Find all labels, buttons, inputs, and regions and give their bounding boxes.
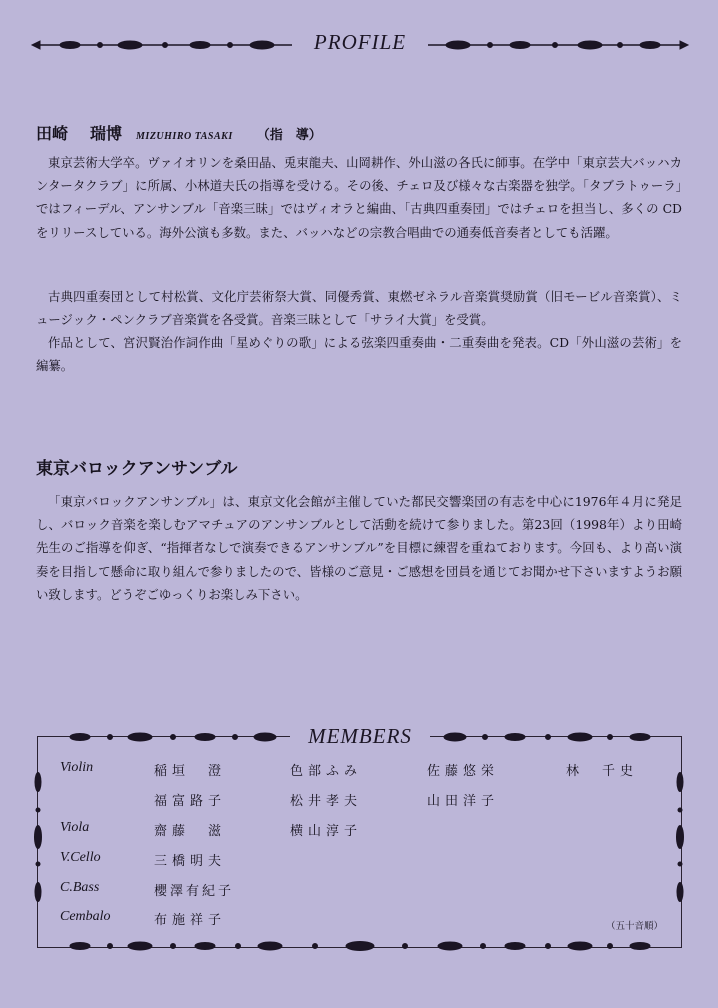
conductor-romaji: MIZUHIRO TASAKI: [136, 131, 233, 142]
member-name: 山田洋子: [427, 794, 500, 809]
member-name: 稲垣 澄: [154, 764, 227, 779]
instrument-label: Violin: [60, 760, 94, 775]
members-bottom-ornament: [40, 936, 680, 956]
bio-paragraph-1: 東京芸術大学卒。ヴァイオリンを桑田晶、兎束龍夫、山岡耕作、外山滋の各氏に師事。在学中「東京芸大バッハカンタータクラブ」に所属、小林道夫氏の指導を受ける。その後、チェロ及び様々な古楽器を独学。「タブラトゥーラ」ではフィーデル、アンサンブル「音楽三昧」ではヴィオラと編曲、「古典四重奏団」ではチェロを担当し、多くの CD をリリースしている。海外公演も多数。また、バッハなどの宗教合唱曲での通奏低音奏者としても活躍。: [36, 155, 682, 240]
member-name: 色部ふみ: [290, 764, 363, 779]
instrument-label: Cembalo: [60, 909, 111, 924]
ensemble-paragraph: 「東京バロックアンサンブル」は、東京文化会館が主催していた都民交響楽団の有志を中心に1976年４月に発足し、バロック音楽を楽しむアマチュアのアンサンブルとして活動を続けて参りました。第23回（1998年）より田崎先生のご指導を仰ぎ、“指揮者なしで演奏できるアンサンブル”を目標に練習を重ねております。今回も、より高い演奏を目指して懸命に取り組んで参りましたので、皆様のご意見・ご感想を団員を通じてお聞かせ下さいますようお願い致します。どうぞごゆっくりお楽しみ下さい。: [36, 494, 682, 602]
instrument-label: Viola: [60, 820, 90, 835]
conductor-family-name: 田崎: [36, 124, 69, 143]
members-heading: MEMBERS: [290, 724, 430, 749]
members-right-ornament: [672, 762, 688, 912]
instrument-label: V.Cello: [60, 850, 101, 865]
member-name: 松井孝夫: [290, 794, 363, 809]
bio-paragraph-2: 古典四重奏団として村松賞、文化庁芸術祭大賞、同優秀賞、東燃ゼネラル音楽賞奨励賞（旧モービル音楽賞）、ミュージック・ペンクラブ音楽賞を各受賞。音楽三昧として「サライ大賞」を受賞。: [36, 289, 682, 328]
member-name: 林 千史: [566, 764, 639, 779]
bio-paragraph-3: 作品として、宮沢賢治作詞作曲「星めぐりの歌」による弦楽四重奏曲・二重奏曲を発表。CD「外山滋の芸術」を編纂。: [36, 335, 682, 374]
conductor-role: （指 導）: [256, 128, 322, 143]
member-name: 福富路子: [154, 794, 227, 809]
member-name: 横山淳子: [290, 824, 363, 839]
member-name: 三橋明夫: [154, 854, 227, 869]
ensemble-heading: 東京バロックアンサンブル: [36, 459, 238, 479]
profile-heading: PROFILE: [313, 30, 407, 54]
order-note: （五十音順）: [606, 921, 664, 932]
conductor-name-line: [36, 121, 322, 144]
member-name: 齋藤 滋: [154, 824, 227, 839]
conductor-given-name: 瑞博: [90, 124, 123, 143]
member-name: 佐藤悠栄: [427, 764, 500, 779]
members-left-ornament: [30, 762, 46, 912]
member-name: 櫻澤有紀子: [154, 884, 235, 899]
member-name: 布施祥子: [154, 913, 227, 928]
instrument-label: C.Bass: [60, 880, 100, 895]
